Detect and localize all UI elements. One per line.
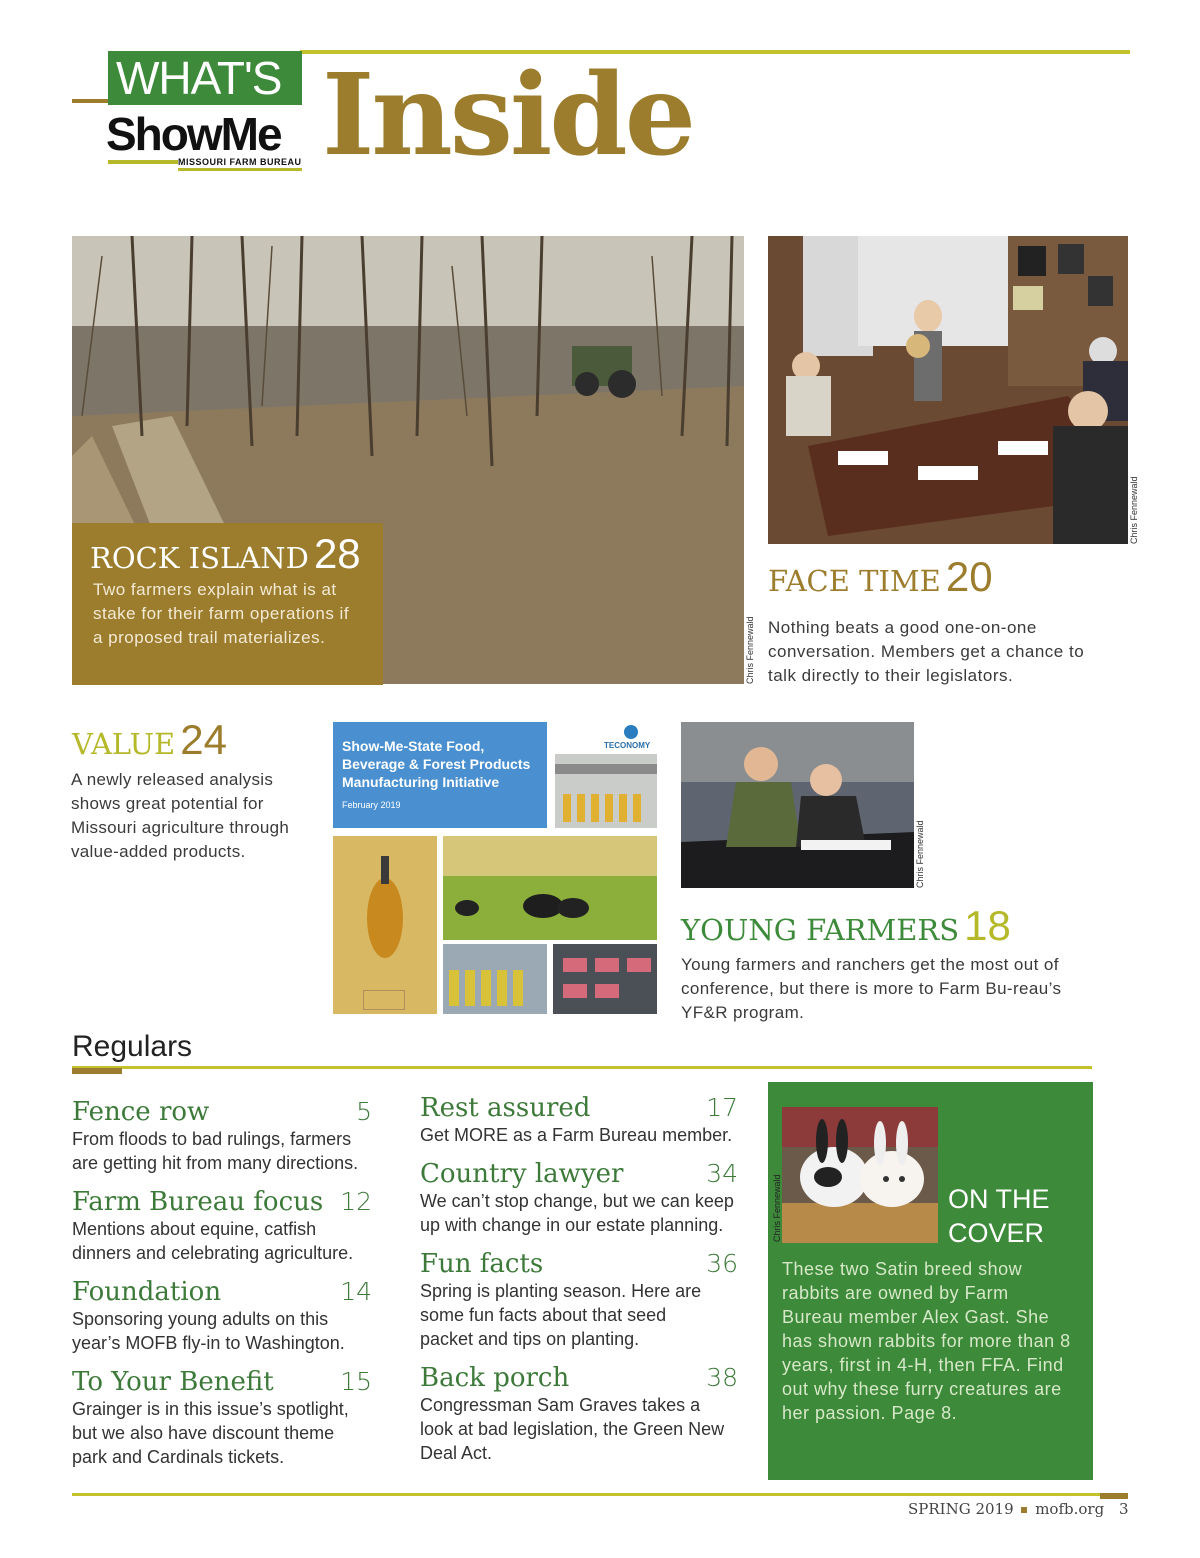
cover-title-line2: COVER [948,1218,1045,1248]
cattle-pasture-image [443,836,657,940]
legislator-meeting-image [768,236,1128,544]
value-heading [72,716,227,764]
rock-island-credit: Chris Fennewald [745,616,755,684]
report-title-line3: Manufacturing Initiative [342,774,500,790]
rock-island-heading [90,530,361,578]
list-item[interactable] [420,1363,738,1463]
regular-title: Fun facts [420,1249,544,1279]
regular-page: 34 [706,1159,738,1188]
regulars-middle-column [420,1093,738,1463]
soybean-oil-image [333,836,437,1014]
regular-desc: From floods to bad rulings, farmers are getting hit from many directions. [72,1129,359,1173]
regular-page: 5 [356,1097,372,1126]
list-item[interactable] [72,1187,372,1277]
regular-title: Foundation [72,1277,222,1307]
on-the-cover-box [768,1082,1093,1480]
regular-page: 12 [340,1187,372,1216]
regular-desc: Congressman Sam Graves takes a look at bad legislation, the Green New Deal Act. [420,1395,725,1463]
face-time-title: FACE TIME [768,564,941,598]
conference-image [681,722,914,888]
rock-island-desc: Two farmers explain what is at stake for their farm operations if a proposed trail materializes. [93,580,350,647]
young-farmers-credit: Chris Fennewald [915,820,925,888]
oil-bottles-image [443,944,547,1014]
report-logo-icon [624,725,638,739]
regular-title: To Your Benefit [72,1367,274,1397]
regular-desc: Sponsoring young adults on this year’s MOFB fly-in to Washington. [72,1309,345,1353]
young-farmers-heading [681,902,1011,950]
header-left-rule [72,99,110,103]
report-date: February 2019 [342,800,401,810]
regular-title: Country lawyer [420,1159,624,1189]
young-farmers-photo [681,722,914,888]
regular-desc: Get MORE as a Farm Bureau member. [420,1125,733,1145]
rock-island-title: ROCK ISLAND [90,541,309,575]
regulars-rule [72,1066,1092,1069]
showme-logo-underline [108,160,178,164]
bottling-line-image [555,754,657,828]
regular-title: Fence row [72,1097,210,1127]
regular-title: Farm Bureau focus [72,1187,324,1217]
cover-desc: These two Satin breed show rabbits are owned by Farm Bureau member Alex Gast. She has shown rabbits for more than 8 years, first in 4-H, then FFA. Find out why these furry creatures are her passion. Page 8. [782,1259,1071,1423]
footer-issue: SPRING 2019 [908,1500,1014,1518]
list-item[interactable] [420,1093,738,1159]
list-item[interactable] [72,1277,372,1367]
list-item[interactable] [72,1097,372,1187]
value-desc: A newly released analysis shows great potential for Missouri agriculture through value-added products. [71,770,290,861]
list-item[interactable] [72,1367,372,1477]
meat-packages-image [553,944,657,1014]
cover-title-line1: ON THE [948,1184,1050,1214]
footer-bullet-icon [1021,1507,1027,1513]
rabbits-image [782,1107,938,1243]
footer-info [908,1500,1129,1518]
face-time-page: 20 [945,553,993,600]
footer-rule [72,1493,1100,1496]
regular-title: Back porch [420,1363,570,1393]
whats-label: WHAT'S [116,52,282,104]
cover-credit: Chris Fennewald [772,1174,782,1242]
showme-bottom-rule [178,168,302,171]
regular-page: 17 [706,1093,738,1122]
footer-page-number: 3 [1118,1500,1129,1518]
regular-desc: Grainger is in this issue’s spotlight, but we also have discount theme park and Cardinals tickets. [72,1399,349,1467]
footer-site-link[interactable]: mofb.org [1035,1500,1105,1518]
regulars-left-column [72,1097,372,1477]
regular-page: 15 [340,1367,372,1396]
report-title-line2: Beverage & Forest Products [342,756,531,772]
regular-desc: Spring is planting season. Here are some fun facts about that seed packet and tips on planting. [420,1281,702,1349]
regular-page: 36 [706,1249,738,1278]
value-title: VALUE [72,727,176,761]
face-time-credit: Chris Fennewald [1129,476,1139,544]
rock-island-page: 28 [313,530,361,577]
cover-photo [782,1107,938,1243]
young-farmers-page: 18 [964,902,1011,949]
regular-desc: We can’t stop change, but we can keep up with change in our estate planning. [420,1191,734,1235]
young-farmers-desc: Young farmers and ranchers get the most out of conference, but there is more to Farm Bu-reau’s YF&R program. [681,955,1062,1022]
list-item[interactable] [420,1159,738,1249]
page-title: Inside [322,50,693,181]
regular-title: Rest assured [420,1093,591,1123]
report-cover [333,722,657,1014]
face-time-desc: Nothing beats a good one-on-one conversation. Members get a chance to talk directly to their legislators. [768,618,1085,685]
young-farmers-title: YOUNG FARMERS [681,913,960,947]
report-title-line1: Show-Me-State Food, [342,738,485,754]
ag-foundation-logo [363,990,405,1010]
mofb-label: MISSOURI FARM BUREAU [178,157,302,167]
regulars-rule-accent [72,1068,122,1074]
showme-logo: ShowMe [106,108,281,160]
report-logo: TECONOMY [604,741,651,750]
regular-desc: Mentions about equine, catfish dinners and celebrating agriculture. [72,1219,354,1263]
footer-rule-accent [1100,1493,1128,1499]
face-time-heading [768,553,993,601]
list-item[interactable] [420,1249,738,1363]
regular-page: 38 [706,1363,738,1392]
regular-page: 14 [340,1277,372,1306]
value-page: 24 [180,716,228,763]
regulars-heading: Regulars [72,1030,193,1063]
face-time-photo [768,236,1128,544]
